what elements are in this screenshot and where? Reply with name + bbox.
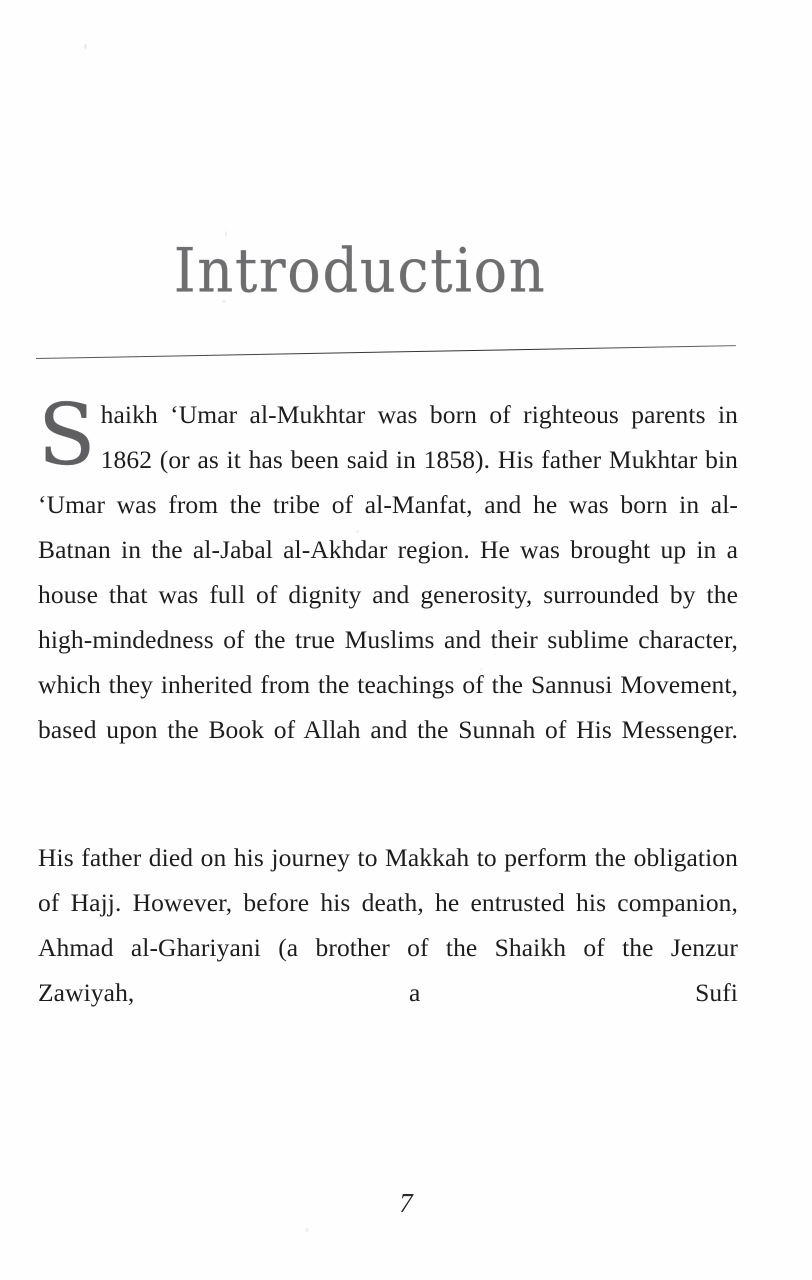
scan-speckle (305, 1228, 309, 1232)
page-number: 7 (399, 1188, 413, 1218)
body-text-block (38, 386, 738, 1060)
drop-cap-letter: S (38, 386, 96, 484)
paragraph-2-text: His father died on his journey to Makkah to perform the obligation of Hajj. However, before his death, he entrusted his companion, Ahmad al-Ghariyani (a brother of the Shaikh of the Jenzur Zawiyah, a Sufi (38, 843, 738, 1007)
title-divider-rule (36, 345, 736, 359)
chapter-title: Introduction (173, 236, 547, 307)
scan-speckle (84, 44, 87, 49)
paragraph-1 (38, 386, 738, 797)
paragraph-1-text: haikh ‘Umar al-Mukhtar was born of righteous parents in 1862 (or as it has been said in 1858). His father Mukhtar bin ‘Umar was from the tribe of al-Manfat, and he was born in al-Batnan in the al-Jabal al-Akhdar region. He was brought up in a house that was full of dignity and generosity, surrounded by the high-mindedness of the true Muslims and their sublime character, which they inherited from the teachings of the Sannusi Movement, based upon the Book of Allah and the Sunnah of His Messenger. (38, 400, 738, 744)
paragraph-2 (38, 835, 738, 1060)
